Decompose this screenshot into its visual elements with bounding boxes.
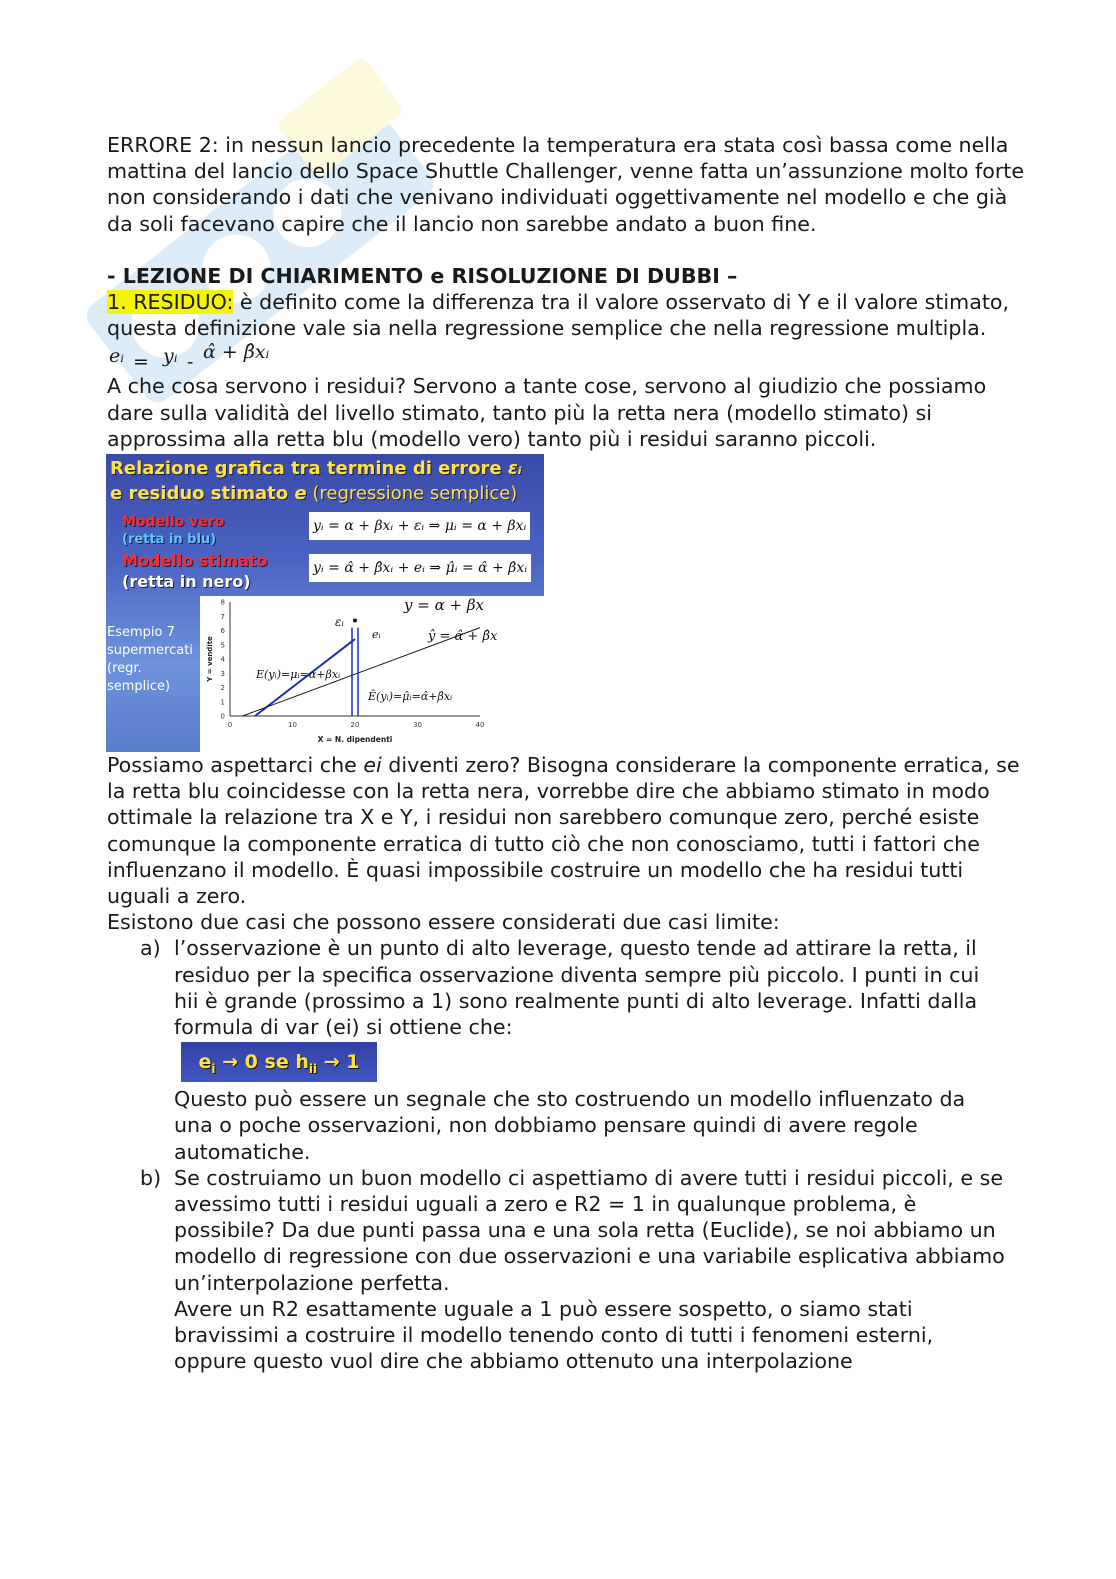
y-tick-label: 5 (220, 641, 225, 650)
slide-image (106, 454, 544, 752)
formula-y: yᵢ (163, 345, 178, 368)
item-a-text: l’osservazione è un punto di alto leverage, questo tende ad attirare la retta, il residuo per la specifica osservazione diventa sempre più piccolo. I punti in cui hii è grande (prossimo a 1) sono realmente punti di alto leverage. Infatti dalla formula di var (ei) si ottiene che: (174, 936, 980, 1040)
zero-part1: Possiamo aspettarci che (107, 753, 364, 778)
list-body-a (174, 935, 1010, 1164)
residual-formula (107, 341, 1027, 373)
paragraph-zero (107, 752, 1027, 909)
observed-point (353, 619, 357, 623)
paragraph-servono: A che cosa servono i residui? Servono a tante cose, servono al giudizio che possiamo dare sulla validità del livello stimato, tanto più la retta nera (modello stimato) si approssima alla retta blu (modello vero) tanto più i residui saranno piccoli. (107, 374, 987, 451)
section-heading: - LEZIONE DI CHIARIMENTO e RISOLUZIONE DI DUBBI – (107, 263, 738, 288)
item-b-text2: Avere un R2 esattamente uguale a 1 può essere sospetto, o siamo stati bravissimi a costruire il modello tenendo conto di tutti i fenomeni esterni, oppure questo vuol dire che abbiamo ottenuto una interpolazione (174, 1296, 934, 1374)
math-ii: ii (308, 1062, 318, 1077)
y-axis-label: Y = vendite (206, 636, 214, 682)
x-tick-label: 20 (350, 721, 360, 730)
zero-part2: diventi zero? Bisogna considerare la componente erratica, se la retta blu coincidesse con la retta nera, vorrebbe dire che abbiamo stimato in modo ottimale la relazione tra X e Y, i residui non sarebbero comunque zero, perché esiste comunque la componente erratica di tutto ciò che non conosciamo, tutti i fattori che influenzano il modello. È quasi impossibile costruire un modello che ha residui tutti uguali a zero. (107, 753, 1020, 909)
item-a-after: Questo può essere un segnale che sto costruendo un modello influenzato da una o poche osservazioni, non dobbiamo pensare quindi di avere regole automatiche. (174, 1087, 966, 1164)
paragraph-residuo (107, 289, 1027, 341)
y-tick-label: 6 (220, 627, 225, 636)
list-marker-b: b) (140, 1165, 162, 1190)
document-body (107, 132, 1027, 1375)
math-e: e (198, 1051, 212, 1074)
estimated-line-label: ŷ = α̂ + β̂x (428, 629, 498, 645)
true-mean-annotation: E(yᵢ)=μᵢ=α+βxᵢ (256, 668, 341, 682)
zero-ei: ei (363, 753, 382, 778)
retta-nero-label: (retta in nero) (122, 572, 251, 592)
list-item-b (140, 1165, 1027, 1375)
x-axis-label: X = N. dipendenti (317, 735, 393, 745)
y-tick-label: 0 (220, 712, 225, 721)
slide-title-part1: Relazione grafica tra termine di errore (110, 458, 508, 480)
x-tick-label: 0 (227, 721, 233, 730)
slide-title (110, 456, 540, 506)
example-caption: Esempio 7 supermercati (regr. semplice) (107, 625, 193, 695)
y-tick-label: 4 (220, 655, 225, 664)
math-end: → 1 (317, 1051, 360, 1074)
math-mid: → 0 se h (215, 1051, 309, 1074)
leverage-formula (181, 1042, 377, 1082)
limit-cases-list (140, 935, 1027, 1374)
y-tick-label: 7 (220, 612, 225, 621)
y-tick-label: 3 (220, 669, 225, 678)
item-b-text: Se costruiamo un buon modello ci aspettiamo di avere tutti i residui piccoli, e se avessimo tutti i residui uguali a zero e R2 = 1 in qualunque problema, è possibile? Da due punti passa una e una sola retta (Euclide), se noi abbiamo un modello di regressione con due osservazioni e una variabile esplicativa abbiamo un’interpolazione perfetta. (174, 1165, 1005, 1295)
ei-annotation: eᵢ (372, 628, 381, 642)
residuo-definition: è definito come la differenza tra il valore osservato di Y e il valore stimato, questa definizione vale sia nella regressione semplice che nella regressione multipla. (107, 290, 1010, 341)
formula-rhs: α̂ + β̂xᵢ (203, 341, 270, 364)
eps-annotation: εᵢ (335, 615, 344, 630)
retta-blu-label: (retta in blu) (122, 532, 217, 548)
list-marker-a: a) (140, 936, 161, 961)
formula-eq: = (133, 351, 149, 374)
regression-chart (200, 596, 544, 752)
y-tick-label: 8 (220, 598, 225, 607)
y-tick-label: 1 (220, 698, 225, 707)
slide-title-part2: e residuo stimato (110, 483, 295, 505)
estimated-mean-annotation: Ê(yᵢ)=μ̂ᵢ=α̂+β̂xᵢ (368, 690, 453, 704)
math-i: i (211, 1062, 216, 1077)
list-item-a (140, 935, 1027, 1164)
true-model-equation: yᵢ = α + βxᵢ + εᵢ ⇒ μᵢ = α + βxᵢ (309, 512, 530, 540)
x-tick-label: 40 (475, 721, 485, 730)
slide-title-part3: (regressione semplice) (306, 483, 518, 505)
formula-minus: - (187, 351, 194, 374)
slide-title-e: e (294, 483, 307, 505)
y-tick-label: 2 (220, 684, 225, 693)
list-body-b (174, 1165, 1010, 1375)
chart-area (200, 596, 544, 752)
formula-lhs: eᵢ (109, 345, 125, 368)
slide-title-eps: εᵢ (507, 458, 522, 480)
true-line-label: y = α + βx (404, 596, 484, 615)
residuo-label: 1. RESIDUO: (107, 290, 234, 315)
paragraph-casi: Esistono due casi che possono essere considerati due casi limite: (107, 910, 780, 935)
paragraph-errore: ERRORE 2: in nessun lancio precedente la temperatura era stata così bassa come nella mattina del lancio dello Space Shuttle Challenger, venne fatta un’assunzione molto forte non considerando i dati che venivano individuati oggettivamente nel modello e che già da soli facevano capire che il lancio non sarebbe andato a buon fine. (107, 133, 1025, 236)
x-tick-label: 30 (413, 721, 422, 730)
modello-vero-label: Modello vero (122, 514, 225, 531)
estimated-model-equation: yᵢ = α̂ + β̂xᵢ + eᵢ ⇒ μ̂ᵢ = α̂ + β̂xᵢ (309, 554, 531, 582)
modello-stimato-label: Modello stimato (122, 551, 268, 571)
x-tick-label: 10 (288, 721, 297, 730)
